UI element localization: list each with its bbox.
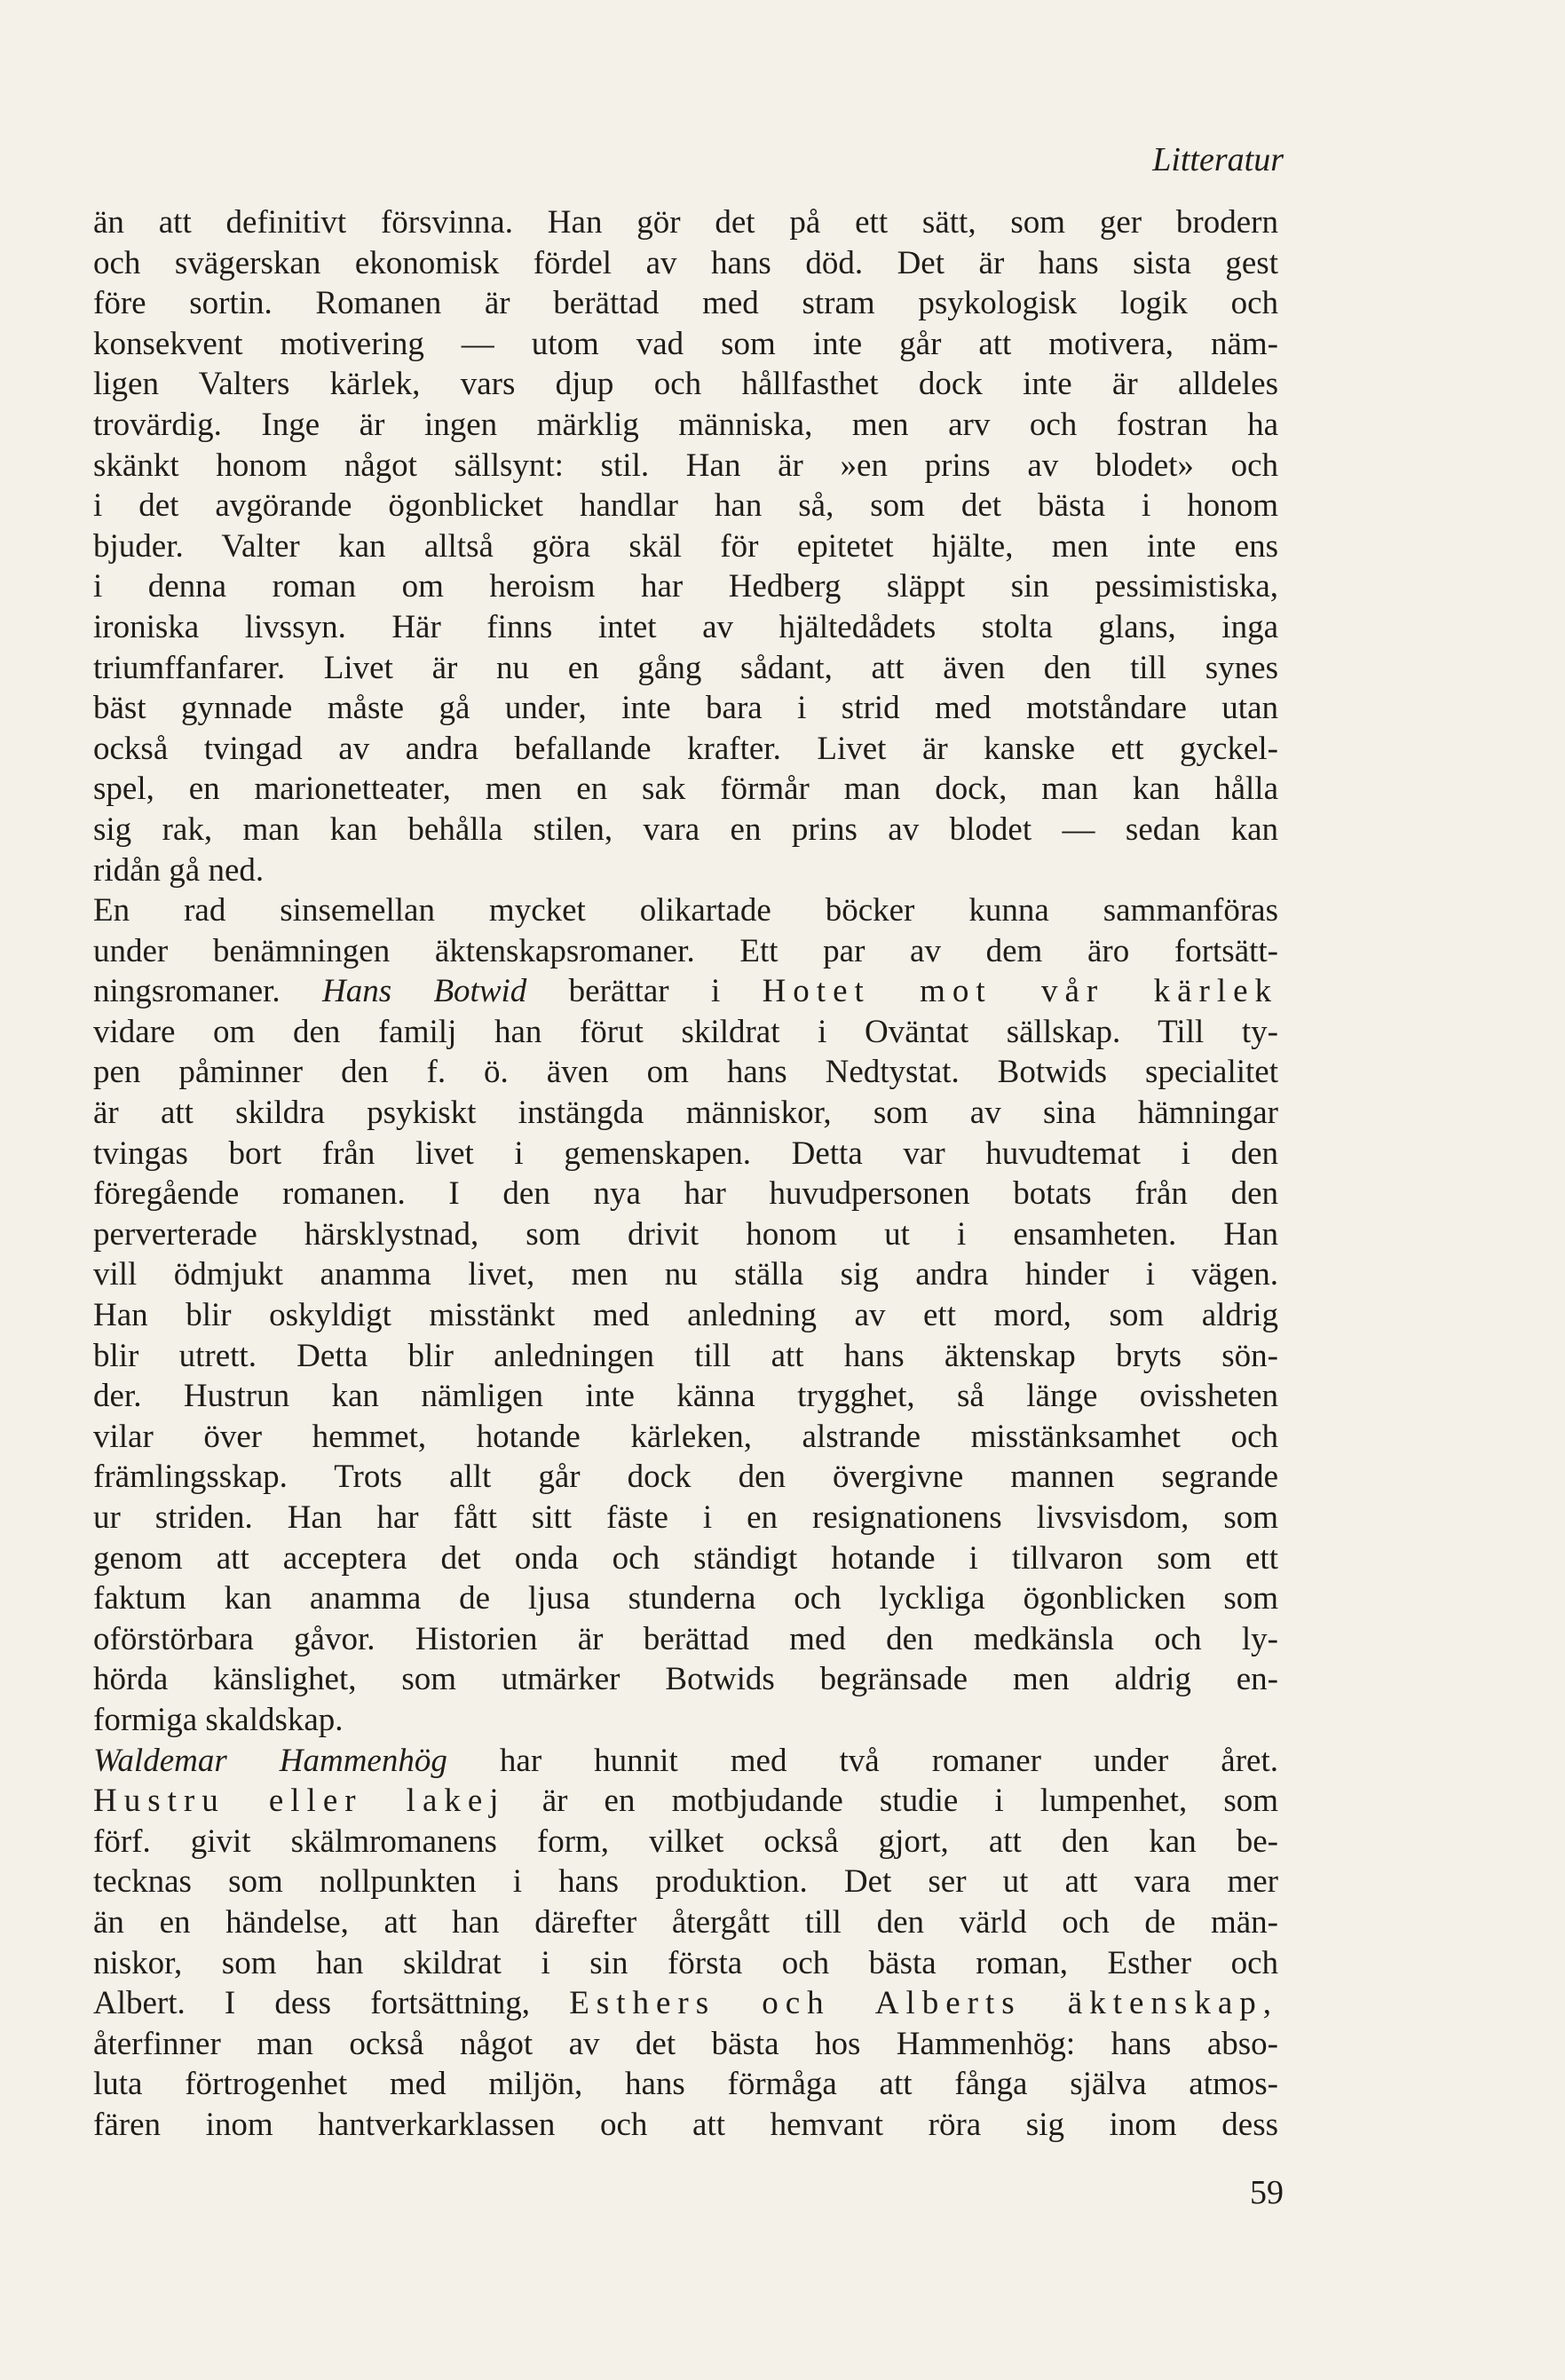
text-fragment: har hunnit med två romaner under året. — [499, 1742, 1278, 1779]
text-line: oförstörbara gåvor. Historien är berättad med den medkänsla och ly- — [93, 1620, 1278, 1657]
text-line: ironiska livssyn. Här finns intet av hjältedådets stolta glans, inga — [93, 608, 1278, 645]
text-line: främlingsskap. Trots allt går dock den övergivne mannen segrande — [93, 1459, 1278, 1496]
text-line: spel, en marionetteater, men en sak förmår man dock, man kan hålla — [93, 771, 1278, 808]
text-line: återfinner man också något av det bästa hos Hammenhög: hans abso- — [93, 2025, 1278, 2062]
text-line: i det avgörande ögonblicket handlar han så, som det bästa i honom — [93, 487, 1278, 525]
text-line: faktum kan anamma de ljusa stunderna och lyckliga ögonblicken som — [93, 1580, 1278, 1617]
text-line: skänkt honom något sällsynt: stil. Han är »en prins av blodet» och — [93, 447, 1278, 484]
page-number: 59 — [1250, 2174, 1284, 2211]
text-line: genom att acceptera det onda och ständigt hotande i tillvaron som ett — [93, 1539, 1278, 1577]
text-line: än att definitivt försvinna. Han gör det på ett sätt, som ger brodern — [93, 204, 1278, 241]
text-line — [93, 1781, 1278, 1822]
book-title: Esthers och Alberts äktenskap, — [569, 1985, 1279, 2022]
text-line: hörda känslighet, som utmärker Botwids begränsade men aldrig en- — [93, 1661, 1278, 1698]
text-line: ridån gå ned. — [93, 851, 265, 889]
text-line: blir utrett. Detta blir anledningen till att hans äktenskap bryts sön- — [93, 1337, 1278, 1374]
text-line: och svägerskan ekonomisk fördel av hans död. Det är hans sista gest — [93, 244, 1278, 281]
author-name: Hans Botwid — [322, 973, 527, 1010]
text-line: förf. givit skälmromanens form, vilket också gjort, att den kan be- — [93, 1823, 1278, 1860]
text-line: är att skildra psykiskt instängda människor, som av sina hämningar — [93, 1095, 1278, 1132]
text-line: konsekvent motivering — utom vad som inte går att motivera, näm- — [93, 325, 1278, 362]
text-line: ligen Valters kärlek, vars djup och hållfasthet dock inte är alldeles — [93, 366, 1278, 403]
text-line: sig rak, man kan behålla stilen, vara en prins av blodet — sedan kan — [93, 810, 1278, 848]
book-title: Hustru eller lakej — [93, 1783, 506, 1820]
text-line — [93, 971, 1278, 1012]
text-line: En rad sinsemellan mycket olikartade böcker kunna sammanföras — [93, 892, 1278, 929]
book-title: Hotet mot vår kärlek — [762, 973, 1279, 1010]
text-line: i denna roman om heroism har Hedberg släppt sin pessimistiska, — [93, 568, 1278, 605]
text-line: före sortin. Romanen är berättad med stram psykologisk logik och — [93, 285, 1278, 322]
text-line — [93, 1983, 1278, 2024]
text-fragment: Albert. I dess fortsättning, — [93, 1985, 531, 2022]
text-line: Han blir oskyldigt misstänkt med anledning av ett mord, som aldrig — [93, 1297, 1278, 1334]
text-line: pen påminner den f. ö. även om hans Nedtystat. Botwids specialitet — [93, 1054, 1278, 1091]
text-fragment: ningsromaner. — [93, 973, 281, 1010]
author-name: Waldemar Hammenhög — [93, 1742, 447, 1779]
text-line: vill ödmjukt anamma livet, men nu ställa sig andra hinder i vägen. — [93, 1256, 1278, 1293]
text-line: under benämningen äktenskapsromaner. Ett par av dem äro fortsätt- — [93, 932, 1278, 969]
text-line: vilar över hemmet, hotande kärleken, alstrande misstänksamhet och — [93, 1418, 1278, 1455]
running-header: Litteratur — [1152, 141, 1284, 178]
text-line: triumffanfarer. Livet är nu en gång sådant, att även den till synes — [93, 649, 1278, 686]
text-line: luta förtrogenhet med miljön, hans förmåga att fånga själva atmos- — [93, 2066, 1278, 2103]
text-line: tvingas bort från livet i gemenskapen. Detta var huvudtemat i den — [93, 1135, 1278, 1172]
text-line: ur striden. Han har fått sitt fäste i en resignationens livsvisdom, som — [93, 1499, 1278, 1536]
text-line: perverterade härsklystnad, som drivit honom ut i ensamheten. Han — [93, 1215, 1278, 1253]
text-fragment: är en motbjudande studie i lumpenhet, som — [541, 1783, 1279, 1820]
text-line: trovärdig. Inge är ingen märklig människa, men arv och fostran ha — [93, 406, 1278, 443]
text-line: bjuder. Valter kan alltså göra skäl för epitetet hjälte, men inte ens — [93, 527, 1278, 565]
body-text — [93, 202, 1278, 2146]
text-line: föregående romanen. I den nya har huvudpersonen botats från den — [93, 1175, 1278, 1213]
text-line: bäst gynnade måste gå under, inte bara i strid med motståndare utan — [93, 690, 1278, 727]
text-line: fären inom hantverkarklassen och att hemvant röra sig inom dess — [93, 2106, 1278, 2143]
text-line: än en händelse, att han därefter återgått till den värld och de män- — [93, 1903, 1278, 1941]
text-line: formiga skaldskap. — [93, 1701, 344, 1738]
text-line: tecknas som nollpunkten i hans produktion. Det ser ut att vara mer — [93, 1863, 1278, 1901]
text-line: der. Hustrun kan nämligen inte känna trygghet, så länge ovissheten — [93, 1378, 1278, 1415]
text-fragment: berättar i — [568, 973, 721, 1010]
text-line: vidare om den familj han förut skildrat i Oväntat sällskap. Till ty- — [93, 1013, 1278, 1050]
text-line: niskor, som han skildrat i sin första och bästa roman, Esther och — [93, 1944, 1278, 1981]
text-line — [93, 1741, 1278, 1782]
text-line: också tvingad av andra befallande krafter. Livet är kanske ett gyckel- — [93, 730, 1278, 767]
